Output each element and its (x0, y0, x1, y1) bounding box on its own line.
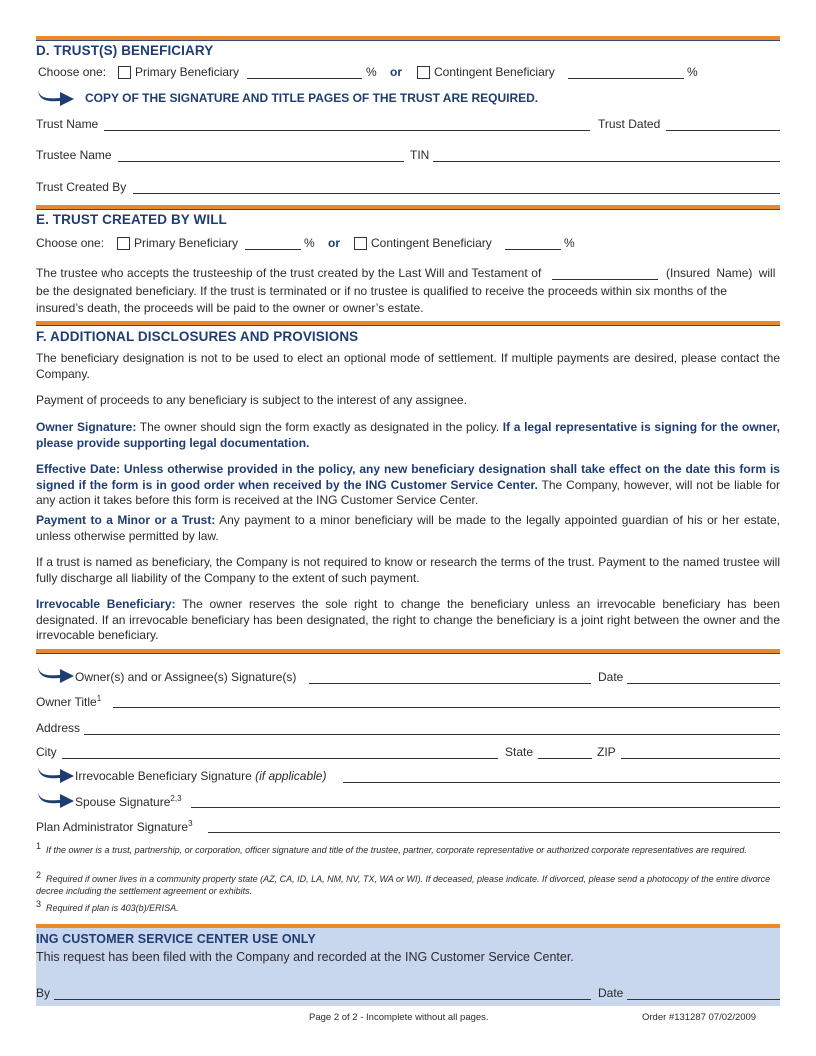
trust-name-field[interactable] (104, 130, 590, 131)
percent-sign: % (304, 236, 315, 250)
section-divider (36, 36, 780, 41)
effective-date-term: Effective Date: (36, 462, 120, 476)
address-field[interactable] (84, 734, 780, 735)
effective-date-text: The Company, however, will not be liable for any action it takes before this form is received at the ING Customer Service Center. (36, 477, 781, 507)
section-divider (36, 649, 780, 654)
city-field[interactable] (62, 758, 498, 759)
plan-admin-signature-field[interactable] (208, 832, 780, 833)
percent-sign: % (366, 65, 377, 79)
irrevocable-term: Irrevocable Beneficiary: (36, 597, 176, 611)
state-field[interactable] (538, 758, 592, 759)
irrevocable-paragraph (36, 597, 780, 644)
effective-date-bold: Unless otherwise provided in the policy, any new beneficiary designation shall take effect on the date this form is signed if the form is in good order when received by the ING Customer Service Center. (36, 462, 780, 492)
section-divider (36, 205, 780, 210)
will-paragraph-start: The trustee who accepts the trusteeship of the trust created by the Last Will and Testament of (36, 266, 542, 280)
insured-name-label: (Insured Name) will (666, 266, 776, 280)
primary-percent-field[interactable] (247, 78, 362, 79)
primary-beneficiary-label: Primary Beneficiary (135, 65, 240, 79)
will-paragraph-line2: be the designated beneficiary. If the trust is terminated or if no trustee is qualified to receive the proceeds within six months of the (36, 284, 727, 298)
owner-signature-label: Owner(s) and or Assignee(s) Signature(s) (75, 670, 297, 684)
tin-field[interactable] (433, 161, 780, 162)
choose-one-label: Choose one: (36, 236, 105, 250)
by-label: By (36, 986, 51, 1000)
address-label: Address (36, 721, 81, 735)
settlement-paragraph: The beneficiary designation is not to be used to elect an optional mode of settlement. If multiple payments are desired, please contact the Company. (36, 351, 780, 381)
owner-title-label: Owner Title$^1$ (36, 694, 102, 709)
spouse-signature-field[interactable] (191, 807, 780, 808)
trustee-name-label: Trustee Name (36, 148, 112, 162)
effective-date-paragraph (36, 462, 780, 509)
primary-beneficiary-checkbox[interactable] (117, 237, 130, 250)
by-field[interactable] (54, 999, 591, 1000)
footnote-2: $^2$ Required if owner lives in a community property state (AZ, CA, ID, LA, NM, NV, TX, WA or WI). If deceased, please indicate. If divorced, please send a photocopy of the entire divorce decree including the settlement agreement or exhibits. (36, 870, 771, 896)
copy-required-note: COPY OF THE SIGNATURE AND TITLE PAGES OF THE TRUST ARE REQUIRED. (85, 91, 539, 105)
insured-name-field[interactable] (552, 279, 658, 280)
irrevocable-signature-label: Irrevocable Beneficiary Signature (if applicable) (75, 769, 327, 783)
plan-admin-signature-label: Plan Administrator Signature$^3$ (36, 819, 193, 834)
arrow-icon (36, 788, 76, 810)
zip-label: ZIP (597, 745, 616, 759)
contingent-beneficiary-label: Contingent Beneficiary (434, 65, 555, 79)
owner-signature-term: Owner Signature: (36, 420, 137, 434)
office-use-title: ING CUSTOMER SERVICE CENTER USE ONLY (36, 932, 316, 946)
order-number: Order #131287 07/02/2009 (642, 1012, 757, 1023)
contingent-beneficiary-checkbox[interactable] (354, 237, 367, 250)
owner-signature-text: The owner should sign the form exactly as designated in the policy. (139, 420, 500, 434)
date-label: Date (598, 670, 624, 684)
trust-name-label: Trust Name (36, 117, 99, 131)
will-paragraph-line3: insured’s death, the proceeds will be paid to the owner or owner’s estate. (36, 301, 424, 315)
or-label: or (328, 236, 340, 250)
section-e-title: E. TRUST CREATED BY WILL (36, 212, 227, 227)
trust-dated-label: Trust Dated (598, 117, 661, 131)
section-divider (36, 321, 780, 326)
minor-trust-text: Any payment to a minor beneficiary will be made to the legally appointed guardian of his or her estate, unless otherwise permitted by law. (36, 513, 780, 543)
contingent-beneficiary-checkbox[interactable] (417, 66, 430, 79)
owner-signature-bold: If a legal representative is signing for the owner, please provide supporting legal documentation. (36, 420, 781, 450)
footnote-1: $^1$ If the owner is a trust, partnership, or corporation, officer signature and title of the trustee, partner, corporate representative or authorized corporate representatives are required. (36, 841, 747, 855)
primary-beneficiary-checkbox[interactable] (118, 66, 131, 79)
arrow-icon (36, 663, 76, 685)
percent-sign: % (564, 236, 575, 250)
or-label: or (390, 65, 402, 79)
contingent-beneficiary-label: Contingent Beneficiary (371, 236, 492, 250)
arrow-icon (36, 763, 76, 785)
state-label: State (505, 745, 534, 759)
tin-label: TIN (410, 148, 430, 162)
page-number: Page 2 of 2 - Incomplete without all pages. (309, 1012, 489, 1023)
arrow-icon (36, 86, 76, 108)
trust-dated-field[interactable] (666, 130, 780, 131)
footnote-3: $^3$ Required if plan is 403(b)/ERISA. (36, 899, 179, 913)
owner-date-field[interactable] (627, 683, 780, 684)
trustee-name-field[interactable] (118, 161, 404, 162)
owner-signature-paragraph (36, 420, 780, 451)
city-label: City (36, 745, 57, 759)
zip-field[interactable] (621, 758, 780, 759)
choose-one-label: Choose one: (38, 65, 107, 79)
minor-trust-paragraph (36, 513, 780, 544)
trust-beneficiary-paragraph: If a trust is named as beneficiary, the Company is not required to know or research the terms of the trust. Payment to the named trustee will fully discharge all liability of the Company to the extent of such payment. (36, 555, 780, 585)
trust-created-by-field[interactable] (133, 193, 780, 194)
spouse-signature-label: Spouse Signature$^{2,3}$ (75, 794, 182, 809)
irrevocable-text: The owner reserves the sole right to change the beneficiary unless an irrevocable beneficiary has been designated. If an irrevocable beneficiary has been designated, the right to change the beneficiary is a joint right between the owner and the irrevocable beneficiary. (36, 597, 780, 642)
minor-trust-term: Payment to a Minor or a Trust: (36, 513, 216, 527)
office-date-field[interactable] (627, 999, 780, 1000)
primary-percent-field[interactable] (245, 249, 301, 250)
section-d-title: D. TRUST(S) BENEFICIARY (36, 43, 214, 58)
owner-title-field[interactable] (113, 707, 780, 708)
date-label: Date (598, 986, 624, 1000)
owner-signature-field[interactable] (309, 683, 591, 684)
irrevocable-signature-field[interactable] (343, 782, 780, 783)
trust-created-by-label: Trust Created By (36, 180, 127, 194)
assignee-paragraph: Payment of proceeds to any beneficiary is subject to the interest of any assignee. (36, 393, 467, 407)
primary-beneficiary-label: Primary Beneficiary (134, 236, 239, 250)
section-f-title: F. ADDITIONAL DISCLOSURES AND PROVISIONS (36, 329, 359, 344)
percent-sign: % (687, 65, 698, 79)
office-use-text: This request has been filed with the Company and recorded at the ING Customer Service Center. (36, 950, 574, 964)
contingent-percent-field[interactable] (505, 249, 561, 250)
contingent-percent-field[interactable] (568, 78, 684, 79)
